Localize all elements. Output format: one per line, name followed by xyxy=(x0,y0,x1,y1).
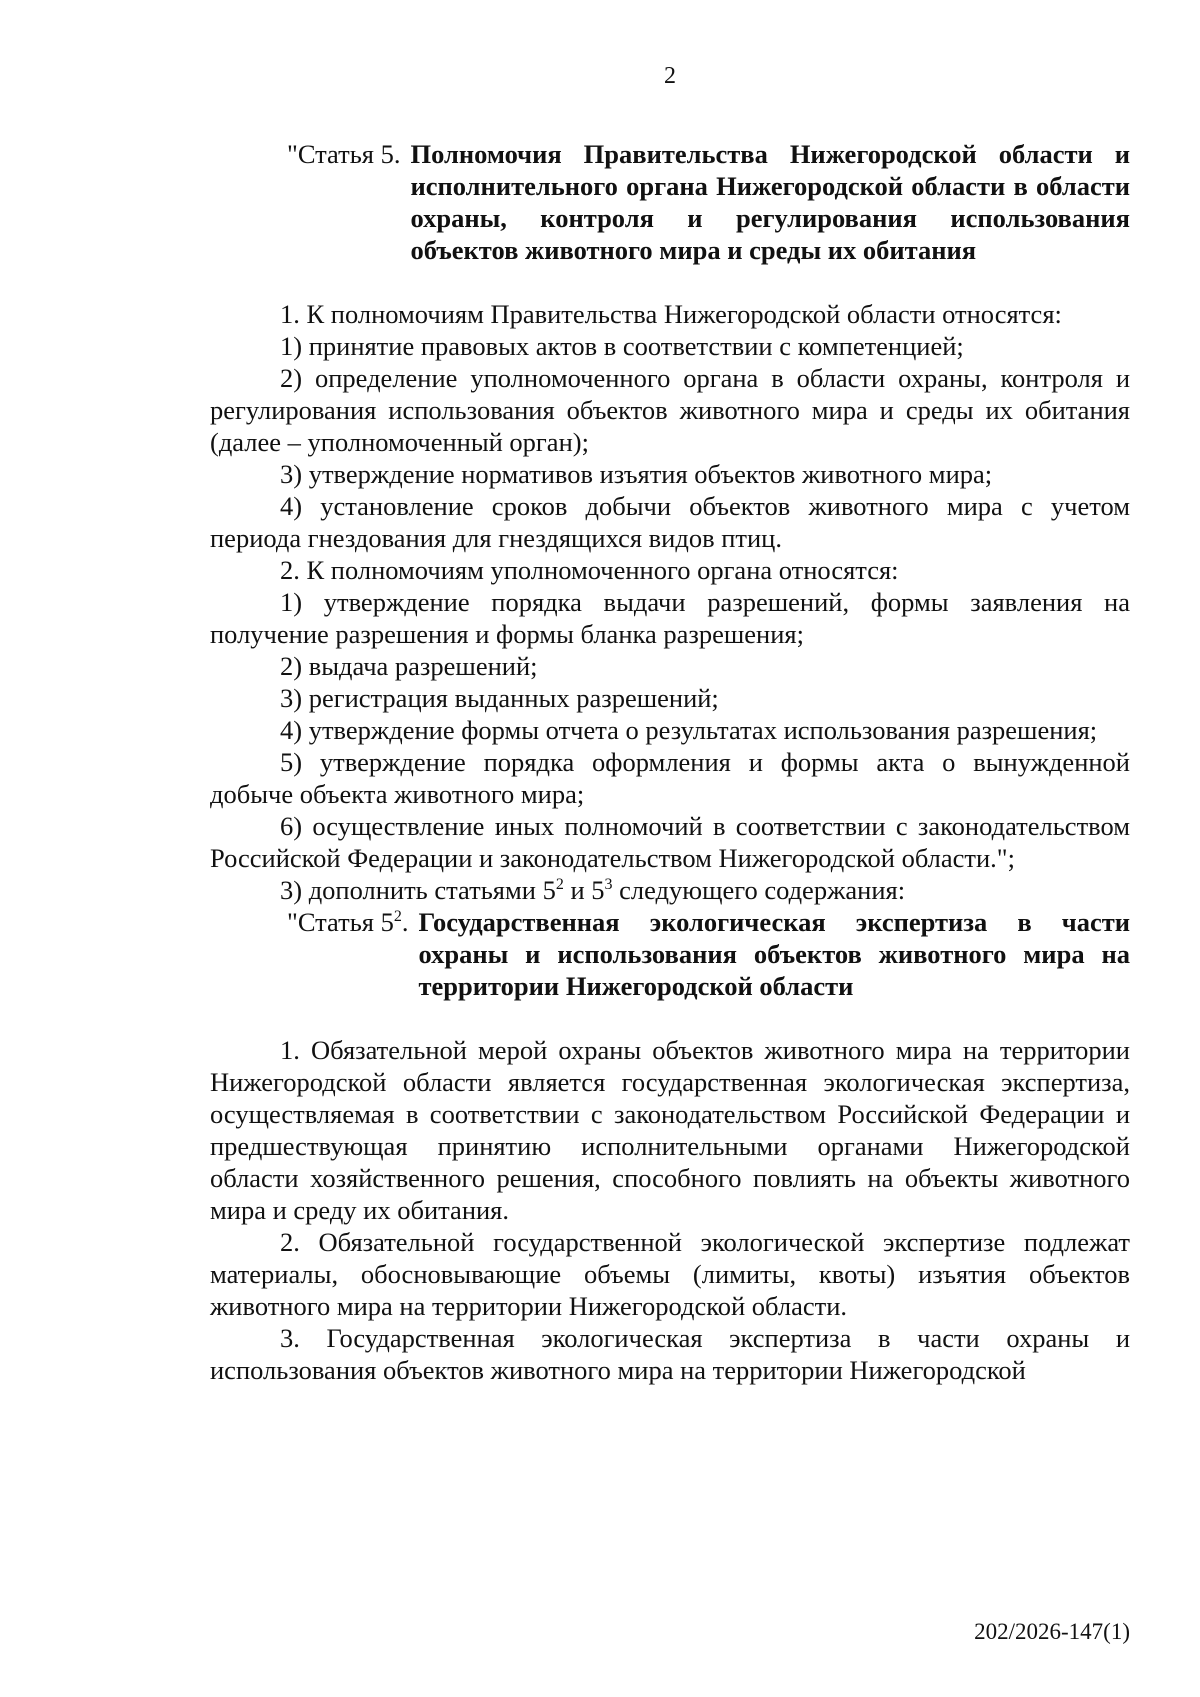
amendment-text: следующего содержания: xyxy=(612,875,906,905)
list-item: 3) регистрация выданных разрешений; xyxy=(280,683,719,713)
paragraph: 1. Обязательной мерой охраны объектов животного мира на территории Нижегородской области является государственная экологическая экспертиза, осуществляемая в соответствии с законодательством Российской Федерации и предшествующая принятию исполнительными органами Нижегородской области хозяйственного решения, способного повлиять на объекты животного мира и среду их обитания. xyxy=(210,1035,1130,1225)
article-5-heading xyxy=(287,138,1130,266)
article-5-2-heading xyxy=(287,906,1130,1002)
list-item: 5) утверждение порядка оформления и формы акта о вынужденной добыче объекта животного мира; xyxy=(210,747,1130,809)
list-item: 4) утверждение формы отчета о результатах использования разрешения; xyxy=(280,715,1098,745)
paragraph: 2. Обязательной государственной экологической экспертизе подлежат материалы, обосновывающие объемы (лимиты, квоты) изъятия объектов животного мира на территории Нижегородской области. xyxy=(210,1227,1130,1321)
article-5-2-title: Государственная экологическая экспертиза в части охраны и использования объектов животного мира на территории Нижегородской области xyxy=(418,907,1130,1001)
article-5-title: Полномочия Правительства Нижегородской области и исполнительного органа Нижегородской области в области охраны, контроля и регулирования использования объектов животного мира и среды их обитания xyxy=(410,139,1130,265)
list-item: 1) утверждение порядка выдачи разрешений, формы заявления на получение разрешения и формы бланка разрешения; xyxy=(210,587,1130,649)
list-item: 1) принятие правовых актов в соответствии с компетенцией; xyxy=(280,331,964,361)
superscript: 3 xyxy=(604,876,613,893)
superscript: 2 xyxy=(555,876,564,893)
list-item: 4) установление сроков добычи объектов животного мира с учетом периода гнездования для гнездящихся видов птиц. xyxy=(210,491,1130,553)
article-5-2-prefix-dot: . xyxy=(401,907,409,937)
paragraph: 3. Государственная экологическая экспертиза в части охраны и использования объектов животного мира на территории Нижегородской xyxy=(210,1323,1130,1385)
paragraph: 2. К полномочиям уполномоченного органа относятся: xyxy=(280,555,899,585)
article-5-prefix: "Статья 5. xyxy=(287,139,401,169)
document-body xyxy=(210,138,1130,1386)
list-item: 6) осуществление иных полномочий в соответствии с законодательством Российской Федерации и законодательством Нижегородской области."; xyxy=(210,811,1130,873)
page-number: 2 xyxy=(664,63,676,89)
article-5-2-prefix-text: "Статья 5 xyxy=(287,907,394,937)
document-code: 202/2026-147(1) xyxy=(974,1619,1130,1644)
amendment-text: и 5 xyxy=(563,875,605,905)
list-item: 3) утверждение нормативов изъятия объектов животного мира; xyxy=(280,459,993,489)
list-item: 2) определение уполномоченного органа в области охраны, контроля и регулирования использования объектов животного мира и среды их обитания (далее – уполномоченный орган); xyxy=(210,363,1130,457)
amendment-text: 3) дополнить статьями 5 xyxy=(280,875,556,905)
amendment-line xyxy=(210,874,1130,906)
superscript: 2 xyxy=(393,908,402,925)
article-5-2-prefix xyxy=(287,906,418,938)
list-item: 2) выдача разрешений; xyxy=(280,651,538,681)
paragraph: 1. К полномочиям Правительства Нижегородской области относятся: xyxy=(280,299,1062,329)
